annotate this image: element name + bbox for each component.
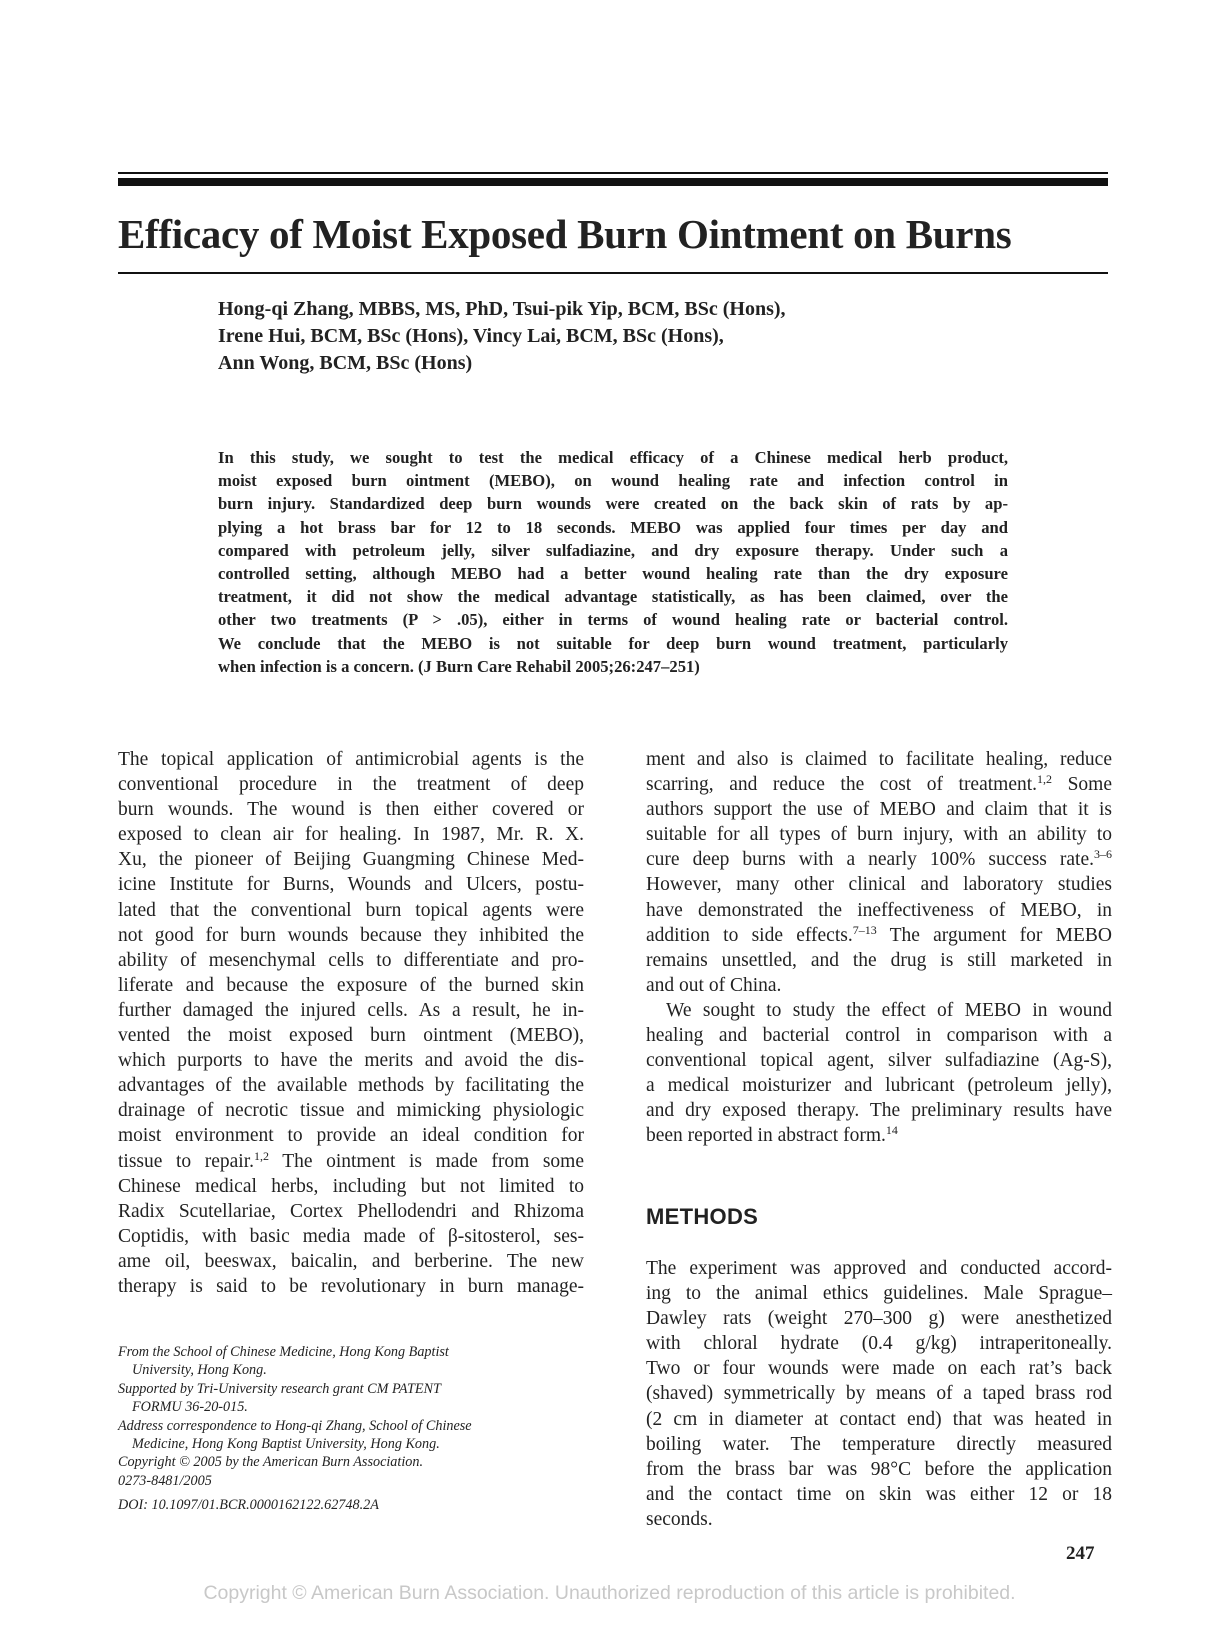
body-line: The experiment was approved and conducted accord- <box>646 1258 1112 1279</box>
abstract-line: compared with petroleum jelly, silver sulfadiazine, and dry exposure therapy. Under such a <box>218 540 1008 560</box>
abstract-line: plying a hot brass bar for 12 to 18 seconds. MEBO was applied four times per day and <box>218 517 1008 537</box>
body-line: Xu, the pioneer of Beijing Guangming Chinese Med- <box>118 849 584 871</box>
body-line: ment and also is claimed to facilitate healing, reduce <box>646 749 1112 770</box>
body-line: Chinese medical herbs, including but not limited to <box>118 1175 584 1197</box>
body-line: which purports to have the merits and avoid the dis- <box>118 1050 584 1072</box>
footnote-supported-cont: FORMU 36-20-015. <box>132 1399 248 1416</box>
author-line: Irene Hui, BCM, BSc (Hons), Vincy Lai, BCM, BSc (Hons), <box>218 325 724 347</box>
body-text: The argument for MEBO <box>876 924 1113 946</box>
body-line: liferate and because the exposure of the burned skin <box>118 974 584 996</box>
footnote-address-cont: Medicine, Hong Kong Baptist University, Hong Kong. <box>132 1436 440 1453</box>
footnote-copyright: Copyright © 2005 by the American Burn Association. <box>118 1454 424 1471</box>
abstract-line: when infection is a concern. (J Burn Care Rehabil 2005;26:247–251) <box>218 656 700 676</box>
abstract-line: In this study, we sought to test the medical efficacy of a Chinese medical herb product, <box>218 448 1008 467</box>
footnotes <box>118 1343 588 1515</box>
body-line: have demonstrated the ineffectiveness of MEBO, in <box>646 899 1112 921</box>
methods-text <box>646 1256 1112 1532</box>
footnote-supported: Supported by Tri-University research grant CM PATENT <box>118 1380 441 1397</box>
author-line: Ann Wong, BCM, BSc (Hons) <box>218 352 473 374</box>
body-line: exposed to clean air for healing. In 1987, Mr. R. X. <box>118 824 584 846</box>
body-line <box>646 772 1112 797</box>
body-line: conventional topical agent, silver sulfadiazine (Ag-S), <box>646 1050 1112 1072</box>
body-text: cure deep burns with a nearly 100% success rate. <box>646 849 1094 871</box>
footnote-issn: 0273-8481/2005 <box>118 1472 212 1489</box>
body-line: suitable for all types of burn injury, with an ability to <box>646 824 1112 846</box>
body-line: Two or four wounds were made on each rat’s back <box>646 1358 1112 1380</box>
body-right-column <box>646 747 1112 1149</box>
author-list <box>218 296 1078 377</box>
body-line: ing to the animal ethics guidelines. Male Sprague– <box>646 1283 1112 1305</box>
body-line: Radix Scutellariae, Cortex Phellodendri and Rhizoma <box>118 1200 584 1222</box>
body-line: burn wounds. The wound is then either covered or <box>118 799 584 821</box>
body-line: seconds. <box>646 1508 713 1530</box>
citation: 14 <box>885 1123 898 1138</box>
body-line: therapy is said to be revolutionary in burn manage- <box>118 1275 584 1297</box>
body-text: tissue to repair. <box>118 1150 254 1172</box>
abstract-line: controlled setting, although MEBO had a better wound healing rate than the dry exposure <box>218 564 1008 584</box>
body-text: Some <box>1052 774 1112 796</box>
footnote-from-cont: University, Hong Kong. <box>132 1362 267 1379</box>
body-line: healing and bacterial control in comparison with a <box>646 1025 1112 1047</box>
body-text: been reported in abstract form. <box>646 1125 886 1147</box>
body-line: further damaged the injured cells. As a result, he in- <box>118 999 584 1021</box>
body-line <box>646 923 1112 948</box>
body-line: lated that the conventional burn topical agents were <box>118 899 584 921</box>
abstract-line: burn injury. Standardized deep burn wounds were created on the back skin of rats by ap- <box>218 494 1008 514</box>
copyright-watermark: Copyright © American Burn Association. Unauthorized reproduction of this article is prohibited. <box>203 1582 1016 1604</box>
footnote-from: From the School of Chinese Medicine, Hong Kong Baptist <box>118 1344 449 1360</box>
abstract-line: moist exposed burn ointment (MEBO), on wound healing rate and infection control in <box>218 471 1008 491</box>
citation: 3–6 <box>1094 847 1112 862</box>
body-text: addition to side effects. <box>646 924 853 946</box>
body-line: We sought to study the effect of MEBO in wound <box>666 999 1112 1021</box>
body-line: and the contact time on skin was either 12 or 18 <box>646 1483 1112 1505</box>
body-line <box>646 847 1112 872</box>
abstract-line: treatment, it did not show the medical advantage statistically, as has been claimed, over the <box>218 587 1008 607</box>
body-line: and out of China. <box>646 974 782 996</box>
body-line: moist environment to provide an ideal condition for <box>118 1125 584 1147</box>
citation: 1,2 <box>1037 772 1053 787</box>
body-line: (shaved) symmetrically by means of a taped brass rod <box>646 1383 1112 1405</box>
doi: DOI: 10.1097/01.BCR.0000162122.62748.2A <box>118 1497 379 1514</box>
author-line: Hong-qi Zhang, MBBS, MS, PhD, Tsui-pik Yip, BCM, BSc (Hons), <box>218 298 786 320</box>
abstract-line: We conclude that the MEBO is not suitable for deep burn wound treatment, particularly <box>218 633 1008 653</box>
body-line: not good for burn wounds because they inhibited the <box>118 924 584 946</box>
body-line: vented the moist exposed burn ointment (MEBO), <box>118 1025 584 1047</box>
body-line: from the brass bar was 98°C before the application <box>646 1458 1112 1480</box>
body-line <box>118 1149 584 1174</box>
body-line: However, many other clinical and laboratory studies <box>646 874 1112 896</box>
footnote-address: Address correspondence to Hong-qi Zhang, School of Chinese <box>118 1417 472 1434</box>
abstract-line: other two treatments (P > .05), either in terms of wound healing rate or bacterial control. <box>218 610 1008 630</box>
body-line: Dawley rats (weight 270–300 g) were anesthetized <box>646 1308 1112 1330</box>
body-text: scarring, and reduce the cost of treatment. <box>646 774 1038 796</box>
body-line: icine Institute for Burns, Wounds and Ulcers, postu- <box>118 874 584 896</box>
body-line: drainage of necrotic tissue and mimicking physiologic <box>118 1100 584 1122</box>
abstract <box>218 446 1008 678</box>
body-line: and dry exposed therapy. The preliminary results have <box>646 1100 1112 1122</box>
body-line: advantages of the available methods by facilitating the <box>118 1075 584 1097</box>
body-line: ability of mesenchymal cells to differentiate and pro- <box>118 949 584 971</box>
body-text: The ointment is made from some <box>269 1150 585 1172</box>
body-line: Coptidis, with basic media made of β-sitosterol, ses- <box>118 1225 584 1247</box>
body-line <box>646 1123 1112 1148</box>
page-number: 247 <box>1066 1543 1095 1564</box>
header-rule-thin <box>118 172 1108 174</box>
citation: 7–13 <box>852 922 877 937</box>
body-line: The topical application of antimicrobial agents is the <box>118 749 584 770</box>
body-line: ame oil, beeswax, baicalin, and berberine. The new <box>118 1250 584 1272</box>
body-line: conventional procedure in the treatment of deep <box>118 774 584 796</box>
body-line: with chloral hydrate (0.4 g/kg) intraperitoneally. <box>646 1333 1112 1355</box>
body-line: remains unsettled, and the drug is still marketed in <box>646 949 1112 971</box>
citation: 1,2 <box>254 1148 269 1163</box>
body-line: authors support the use of MEBO and claim that it is <box>646 799 1112 821</box>
header-rule-thick <box>118 178 1108 186</box>
body-line: a medical moisturizer and lubricant (petroleum jelly), <box>646 1075 1112 1097</box>
title-underline <box>118 272 1108 274</box>
article-title: Efficacy of Moist Exposed Burn Ointment on Burns <box>118 211 1012 257</box>
methods-heading: METHODS <box>646 1204 759 1229</box>
body-line: boiling water. The temperature directly measured <box>646 1433 1112 1455</box>
body-line: (2 cm in diameter at contact end) that was heated in <box>646 1408 1112 1430</box>
body-left-column <box>118 747 584 1299</box>
